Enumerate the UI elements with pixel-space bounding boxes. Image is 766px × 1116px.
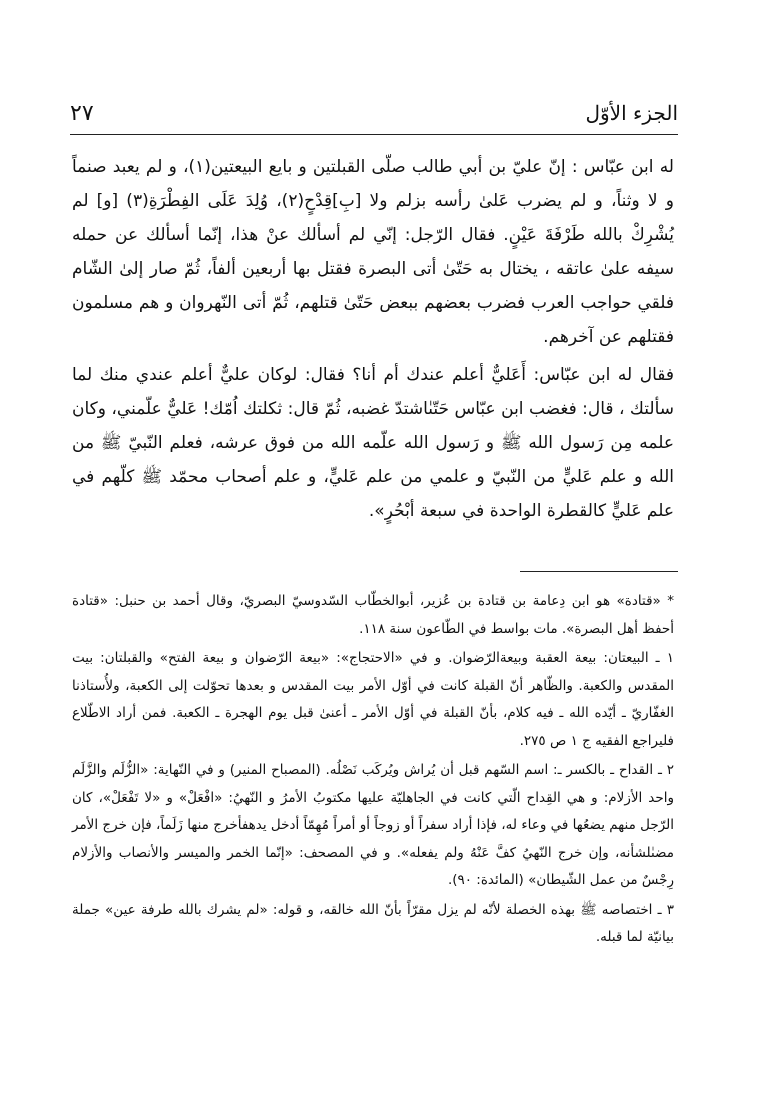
- footnote-3: ٣ ـ اختصاصه ﷺ بهذه الخصلة لأنّه لم يزل مقرّاً بأنّ الله خالقه، و قوله: «لم يشرك بالله طرفة عين» جملة بيانيّة لما قبله.: [72, 901, 674, 945]
- running-title: الجزء الأوّل: [585, 101, 678, 125]
- header-rule: [70, 134, 678, 135]
- footnote-star: * «قتادة» هو ابن دِعامة بن قتادة بن عُزير، أبوالخطّاب السّدوسيّ البصريّ، وقال أحمد بن حنبل: «قتادة أحفظ أهل البصرة». مات بواسط في الطّاعون سنة ١١٨.: [72, 593, 674, 637]
- footnote-separator: [520, 571, 678, 572]
- main-text: [72, 150, 674, 528]
- page-number: ٢٧: [70, 100, 94, 126]
- page-header: [70, 96, 678, 130]
- footnote-1: ١ ـ البيعتان: بيعة العقبة وبيعةالرّضوان. و في «الاحتجاج»: «بيعة الرّضوان و بيعة الفتح» والقبلتان: بيت المقدس والكعبة. والظّاهر أنّ القبلة كانت في أوّل الأمر بيت المقدس و بعدها تحوّلت إلى الكعبة، ولأُستاذنا الغفّاريّ ـ أيّده الله ـ فيه كلام، بأنّ القبلة في أوّل الأمر ـ أعنىٰ قبل يوم الهجرة ـ الكعبة. فمن أراد الاطّلاع فليراجع الفقيه ج ١ ص ٢٧٥.: [72, 650, 674, 749]
- main-paragraph-2: فقال له ابن عبّاس: أَعَليٌّ أعلم عندك أم أنا؟ فقال: لوكان عليٌّ أعلم عندي منك لما سألتك ، قال: فغضب ابن عبّاس حَتّىٰاشتدّ غضبه، ثُمّ قال: ثكلتك اُمّك! عَليٌّ علّمني، وكان علمه مِن رَسول الله ﷺ و رَسول الله علّمه الله من فوق عرشه، فعلم النّبيّ ﷺ من الله و علم عَليٍّ من النّبيّ و علمي من علم عَليٍّ، و علم أصحاب محمّد ﷺ كلّهم في علم عَليٍّ كالقطرة الواحدة في سبعة أبْحُرٍ».: [72, 365, 674, 521]
- footnote-2: ٢ ـ القداح ـ بالكسر ـ: اسم السّهم قبل أن يُراش ويُركَب نَصْلُه. (المصباح المنير) و في النّهاية: «الزُّلَم والزَّلَم واحد الأزلام: و هي القِداح الّتي كانت في الجاهليّة عليها مكتوبُ الأمرُ و النّهيُ: «افْعَلْ» و «لا تَفْعَلْ»، كان الرّجل منهم يضعُها في وعاء له، فإذا أراد سفراً أو زوجاً أو أمراً مُهِمّاً أدخل يدهفأخرج منها زَلَماً، فإن خرج الأمر مضىٰلشأنه، وإن خرج النّهيُ كفَّ عَنْهُ ولم يفعله». و في المصحف: «إنّما الخمر والميسر والأنصاب والأزلام رِجْسٌ من عمل الشّيطان» (المائدة: ٩٠).: [72, 762, 674, 888]
- footnotes: [72, 588, 674, 952]
- main-paragraph-1: له ابن عبّاس : إنّ عليّ بن أبي طالب صلّى القبلتين و بايع البيعتين(١)، و لم يعبد صنماً و لا وثناً، و لم يضرب عَلىٰ رأسه بزلم ولا [بِ]قِدْحٍ(٢)، وُلِدَ عَلَى الفِطْرَةِ(٣) [و] لم يُشْرِكْ بالله طَرْفَةَ عَيْنٍ. فقال الرّجل: إنّي لم أسألك عنْ هذا، إنّما أسألك عن حمله سيفه علىٰ عاتقه ، يختال به حَتّىٰ أتى البصرة فقتل بها أربعين ألفاً، ثُمّ صار إلىٰ الشّام فلقي حواجب العرب فضرب بعضهم ببعض حَتّىٰ قتلهم، ثُمّ أتى النّهروان و هم مسلمون فقتلهم عن آخرهم.: [72, 157, 674, 347]
